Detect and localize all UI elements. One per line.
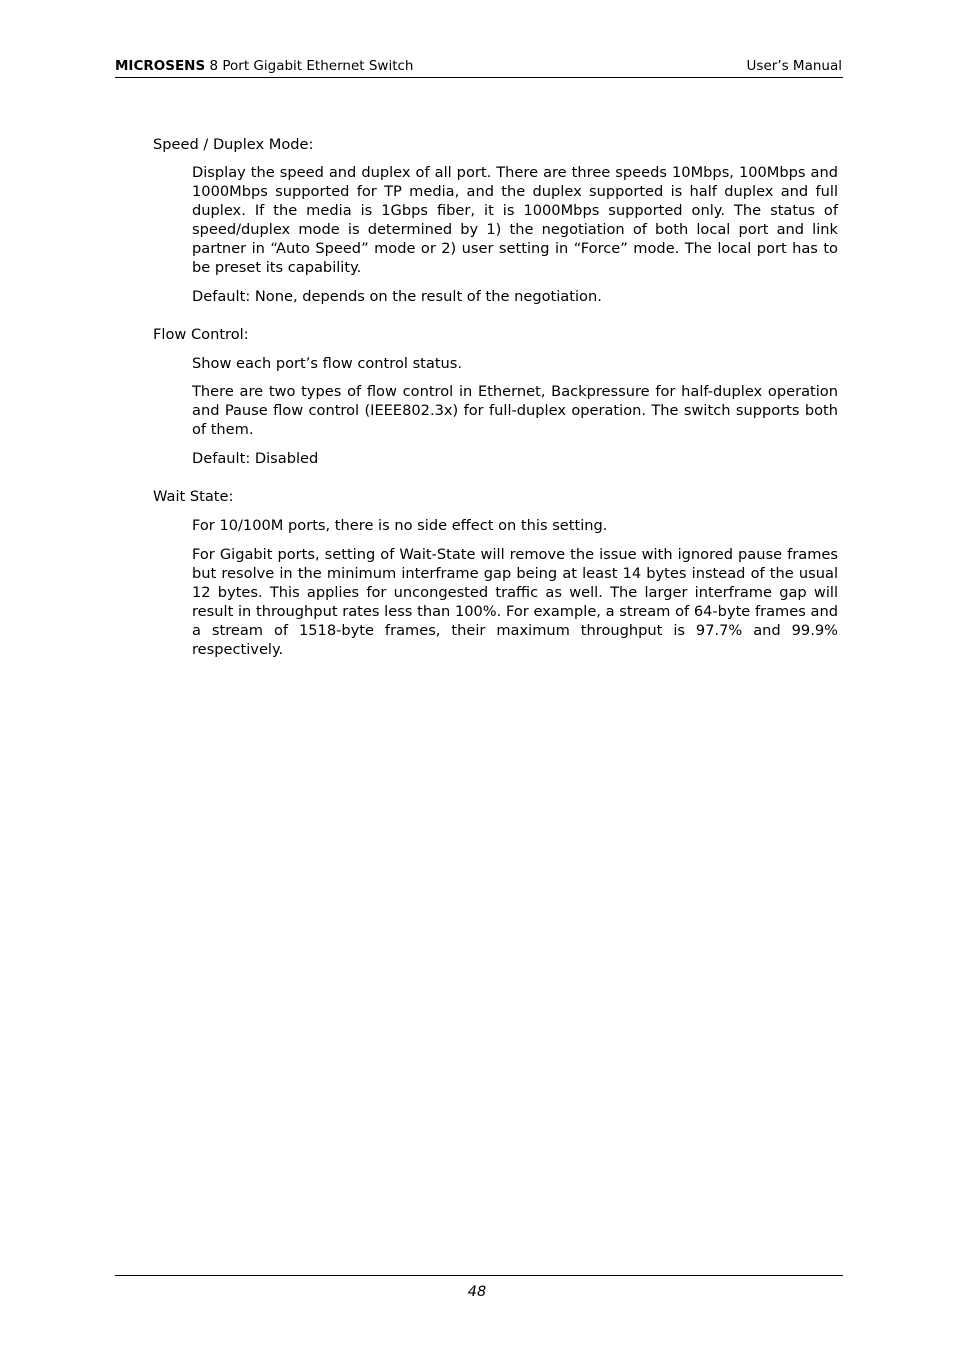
- header-manual-title: User’s Manual: [746, 58, 842, 74]
- flow-control-heading: Flow Control:: [153, 326, 249, 343]
- page-number: 48: [467, 1284, 487, 1300]
- flow-control-default: Default: Disabled: [192, 450, 319, 467]
- flow-control-description: There are two types of flow control in Ethernet, Backpressure for half-duplex operation and Pause flow control (IEEE802.3x) for full-duplex operation. The switch supports both of them.: [192, 383, 838, 438]
- footer-divider: [115, 1275, 843, 1276]
- flow-control-status: Show each port’s flow control status.: [192, 355, 463, 372]
- product-name: 8 Port Gigabit Ethernet Switch: [205, 58, 414, 74]
- page-header: [115, 57, 843, 78]
- speed-duplex-default: Default: None, depends on the result of the negotiation.: [192, 288, 602, 305]
- speed-duplex-heading: Speed / Duplex Mode:: [153, 136, 314, 153]
- wait-state-10-100-note: For 10/100M ports, there is no side effect on this setting.: [192, 517, 608, 534]
- wait-state-gigabit-description: For Gigabit ports, setting of Wait-State will remove the issue with ignored pause frames but resolve in the minimum interframe gap being at least 14 bytes instead of the usual 12 bytes. This applies for uncongested traffic as well. The larger interframe gap will result in throughput rates less than 100%. For example, a stream of 64-byte frames and a stream of 1518-byte frames, their maximum throughput is 97.7% and 99.9% respectively.: [192, 546, 838, 658]
- header-product-title: [115, 58, 413, 74]
- speed-duplex-description: Display the speed and duplex of all port. There are three speeds 10Mbps, 100Mbps and 1000Mbps supported for TP media, and the duplex supported is half duplex and full duplex. If the media is 1Gbps fiber, it is 1000Mbps supported only. The status of speed/duplex mode is determined by 1) the negotiation of both local port and link partner in “Auto Speed” mode or 2) user setting in “Force” mode. The local port has to be preset its capability.: [192, 164, 838, 276]
- brand-name: MICROSENS: [115, 58, 206, 74]
- wait-state-heading: Wait State:: [153, 488, 234, 505]
